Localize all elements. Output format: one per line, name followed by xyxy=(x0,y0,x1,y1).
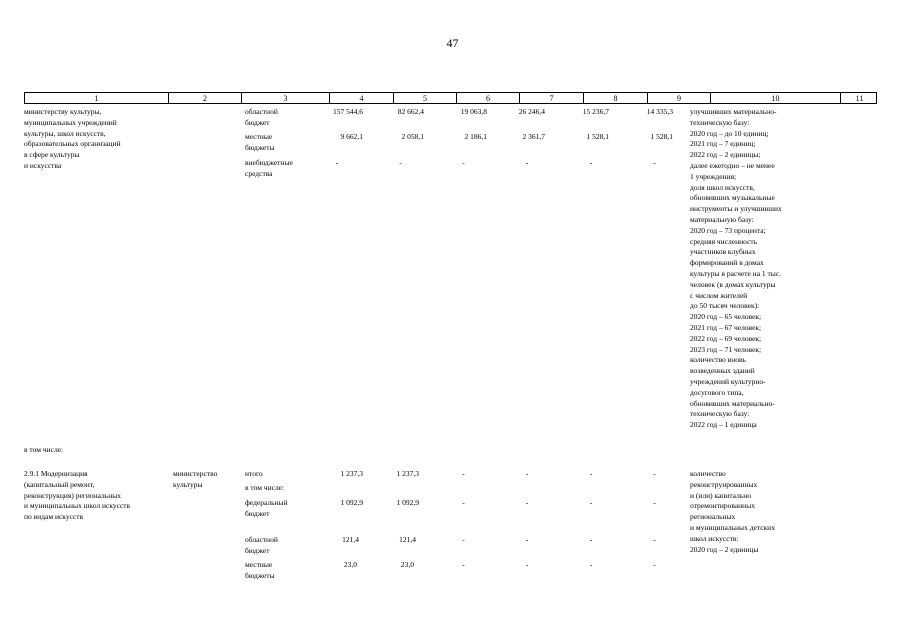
funding-source: областной бюджет xyxy=(245,107,278,127)
amount-2021: - xyxy=(462,158,465,167)
amount-2024: - xyxy=(653,560,656,569)
amount-2022: - xyxy=(525,469,529,478)
amount-2021: - xyxy=(462,535,465,544)
column-header: 7 xyxy=(520,93,584,103)
amount-2020: 1 237,3 xyxy=(396,469,419,478)
column-header: 6 xyxy=(457,93,520,103)
amount-2021: 19 063,8 xyxy=(460,107,487,116)
including-label: в том числе: xyxy=(24,445,64,454)
amount-total: 23,0 xyxy=(343,560,357,569)
amount-2023: 1 528,1 xyxy=(586,132,609,141)
amount-2020: - xyxy=(399,158,402,167)
column-header-row xyxy=(24,92,877,104)
amount-2024: - xyxy=(653,158,656,167)
amount-total: - xyxy=(335,158,339,167)
column-header: 1 xyxy=(25,93,169,103)
column-header: 9 xyxy=(648,93,711,103)
funding-source: федеральный бюджет xyxy=(245,498,288,518)
amount-2020: 1 092,9 xyxy=(396,498,419,507)
amount-2022: - xyxy=(525,498,529,507)
amount-2022: - xyxy=(525,535,529,544)
amount-total: 121,4 xyxy=(342,535,359,544)
amount-2024: - xyxy=(653,498,656,507)
amount-2023: 15 236,7 xyxy=(582,107,609,116)
column-header: 4 xyxy=(330,93,394,103)
amount-2023: - xyxy=(589,469,593,478)
page-number: 47 xyxy=(446,36,459,50)
amount-total: 9 662,1 xyxy=(340,132,363,141)
amount-total: 1 092,9 xyxy=(340,498,363,507)
amount-2022: - xyxy=(525,158,529,167)
amount-2023: - xyxy=(589,535,593,544)
amount-2021: - xyxy=(462,560,465,569)
funding-source: областной бюджет xyxy=(245,535,278,555)
column-header: 3 xyxy=(242,93,330,103)
amount-2021: - xyxy=(462,498,465,507)
amount-2020: 121,4 xyxy=(399,535,416,544)
amount-2021: - xyxy=(462,469,465,478)
amount-2023: - xyxy=(589,158,593,167)
amount-total: 1 237,3 xyxy=(340,469,363,478)
column-header: 11 xyxy=(855,94,864,103)
amount-2024: - xyxy=(653,535,656,544)
funding-source: местные бюджеты xyxy=(245,132,275,152)
amount-2022: 2 361,7 xyxy=(522,132,545,141)
column-header: 10 xyxy=(711,93,841,103)
responsible-executor: министерство культуры xyxy=(173,469,218,489)
amount-2023: - xyxy=(589,498,593,507)
amount-2021: 2 186,1 xyxy=(464,132,487,141)
column-header: 8 xyxy=(584,93,648,103)
amount-2022: 26 246,4 xyxy=(518,107,545,116)
funding-source: внебюджетные средства xyxy=(245,158,293,178)
amount-2020: 2 058,1 xyxy=(401,132,424,141)
amount-2024: - xyxy=(653,469,656,478)
target-indicators: количество реконструированных и (или) капитально отремонтированных региональных и муниципальных детских школ искусств: 2020 год – 2 единицы xyxy=(690,469,775,554)
amount-2023: - xyxy=(589,560,593,569)
funding-source: в том числе: xyxy=(245,483,285,492)
measure-title: 2.9.1 Модернизация (капитальный ремонт, реконструкция) региональных и муниципальных школ искусств по видам искусств xyxy=(24,469,131,522)
amount-2020: 23,0 xyxy=(400,560,414,569)
amount-2024: 14 335,3 xyxy=(646,107,673,116)
funding-source: итого xyxy=(245,469,263,478)
amount-total: 157 544,6 xyxy=(333,107,363,116)
amount-2024: 1 528,1 xyxy=(650,132,673,141)
program-measure-text: министерству культуры, муниципальных учреждений культуры, школ искусств, образовательных организаций в сфере культуры и искусства xyxy=(24,107,121,170)
column-header: 2 xyxy=(169,93,242,103)
amount-2022: - xyxy=(525,560,529,569)
amount-2020: 82 662,4 xyxy=(397,107,424,116)
target-indicators: улучшивших материально- техническую базу: 2020 год – до 10 единиц; 2021 год – 7 единиц; 2022 год – 2 единицы; далее ежегодно – не менее 1 учреждения; доля школ искусств, обновивших музыкальные инструменты и улучшивших материальную базу: 2020 год – 73 процента; средняя численность участников клубных формирований в домах культуры в расчете на 1 тыс. человек (в домах культуры с числом жителей до 50 тысяч человек): 2020 год – 65 человек; 2021 год – 67 человек; 2022 год – 69 человек; 2023 год – 71 человек; количество вновь возведенных зданий учреждений культурно- досугового типа, обновивших материально- техническую базу: 2022 год – 1 единица xyxy=(690,107,782,430)
column-header: 5 xyxy=(394,93,457,103)
funding-source: местные бюджеты xyxy=(245,560,275,580)
